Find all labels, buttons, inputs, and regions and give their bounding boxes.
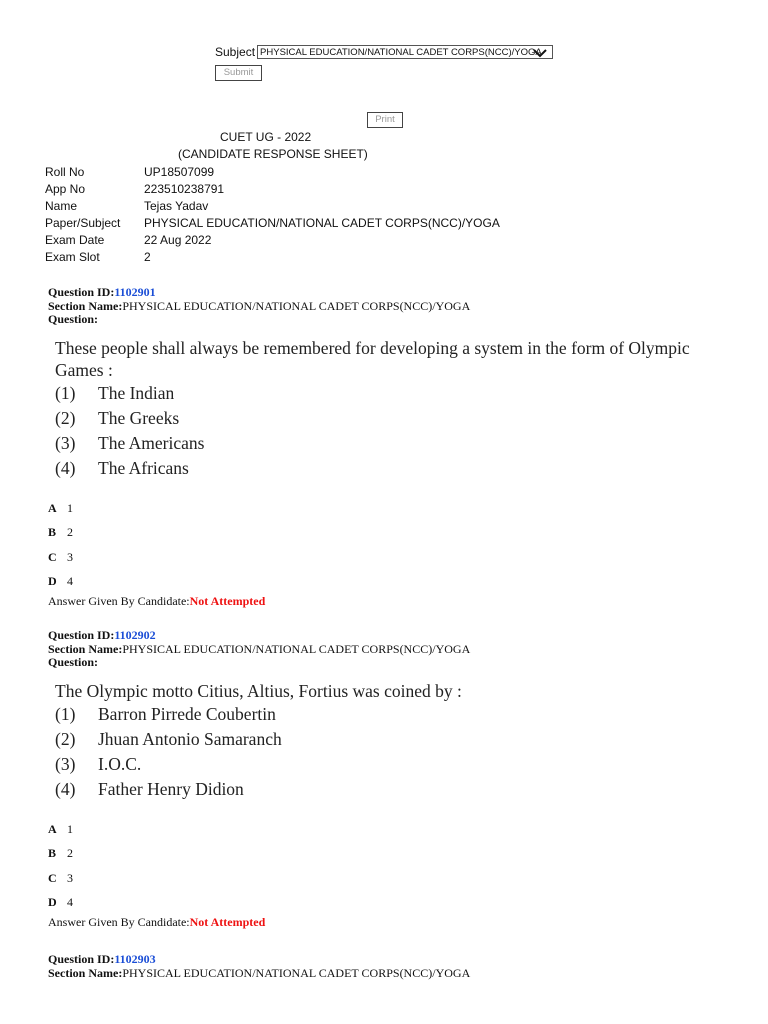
choice-value: 4: [67, 574, 73, 588]
print-button[interactable]: Print: [367, 112, 403, 128]
question-text: [55, 680, 470, 802]
question-block-1: [48, 286, 690, 609]
candidate-info-table: [45, 164, 500, 266]
answer-given: [48, 594, 690, 609]
info-key: Roll No: [45, 165, 85, 179]
info-value: Tejas Yadav: [144, 199, 209, 213]
option-number: (3): [55, 753, 76, 774]
choice-letter: B: [48, 525, 57, 539]
question-text: [55, 337, 690, 481]
page-subtitle: (CANDIDATE RESPONSE SHEET): [178, 147, 368, 161]
section-name: PHYSICAL EDUCATION/NATIONAL CADET CORPS(NCC)/YOGA: [122, 965, 471, 980]
info-key: App No: [45, 182, 86, 196]
question-option: [55, 456, 690, 481]
answer-given-label: Answer Given By Candidate:: [48, 914, 190, 929]
answer-given: [48, 915, 470, 930]
question-id-label: Question ID:: [48, 628, 115, 642]
info-row-roll-no: [45, 164, 500, 181]
info-row-exam-slot: [45, 249, 500, 266]
question-option: [55, 431, 690, 456]
section-name-label: Section Name:: [48, 965, 123, 980]
option-number: (4): [55, 457, 76, 478]
submit-button[interactable]: Submit: [215, 65, 262, 81]
question-option: [55, 777, 470, 802]
choice-item: [48, 545, 690, 570]
answer-choices: [48, 496, 690, 594]
option-text: The Americans: [98, 432, 205, 453]
choice-letter: C: [48, 549, 57, 564]
question-meta: [48, 286, 690, 327]
question-block-2: [48, 629, 470, 930]
info-row-paper-subject: [45, 215, 500, 232]
choice-item: [48, 496, 690, 521]
question-id: 1102901: [114, 285, 156, 299]
question-option: [55, 727, 470, 752]
option-text: Father Henry Didion: [98, 778, 244, 799]
choice-item: [48, 866, 470, 891]
question-block-3: [48, 953, 470, 980]
answer-status: Not Attempted: [189, 593, 266, 608]
option-text: The Indian: [98, 382, 175, 403]
choice-value: 2: [67, 846, 73, 860]
choice-letter: A: [48, 821, 57, 836]
question-meta: [48, 629, 470, 670]
section-name-label: Section Name:: [48, 298, 123, 313]
question-id-label: Question ID:: [48, 952, 115, 966]
question-id: 1102902: [114, 628, 156, 642]
question-option: [55, 406, 690, 431]
info-value: 223510238791: [144, 182, 225, 196]
question-text-line: The Olympic motto Citius, Altius, Fortius was coined by :: [55, 680, 462, 701]
info-row-app-no: [45, 181, 500, 198]
choice-letter: B: [48, 846, 57, 860]
info-value: 22 Aug 2022: [144, 233, 212, 247]
answer-given-label: Answer Given By Candidate:: [48, 593, 190, 608]
option-number: (4): [55, 778, 76, 799]
option-number: (1): [55, 703, 76, 724]
choice-item: [48, 569, 690, 594]
option-text: Jhuan Antonio Samaranch: [98, 728, 282, 749]
info-row-exam-date: [45, 232, 500, 249]
option-number: (2): [55, 728, 76, 749]
subject-select[interactable]: [257, 45, 553, 59]
info-value: 2: [144, 250, 151, 264]
info-value: UP18507099: [144, 165, 215, 179]
info-key: Exam Slot: [45, 250, 100, 264]
question-option: [55, 752, 470, 777]
info-value: PHYSICAL EDUCATION/NATIONAL CADET CORPS(NCC)/YOGA: [144, 216, 500, 230]
option-text: The Africans: [98, 457, 189, 478]
choice-item: [48, 841, 470, 866]
section-name-label: Section Name:: [48, 641, 123, 656]
choice-letter: D: [48, 574, 57, 588]
choice-value: 1: [67, 821, 73, 836]
choice-letter: C: [48, 870, 57, 885]
choice-value: 3: [67, 870, 73, 885]
option-number: (2): [55, 407, 76, 428]
question-text-line: Games :: [55, 359, 113, 380]
option-number: (3): [55, 432, 76, 453]
subject-select-value: PHYSICAL EDUCATION/NATIONAL CADET CORPS(NCC)/YOGA: [260, 47, 542, 58]
choice-item: [48, 817, 470, 842]
choice-value: 3: [67, 549, 73, 564]
choice-item: [48, 890, 470, 915]
question-label: Question:: [48, 312, 99, 326]
option-text: The Greeks: [98, 407, 180, 428]
chevron-down-icon: [532, 47, 548, 59]
answer-choices: [48, 817, 470, 915]
subject-row: [215, 45, 553, 59]
info-key: Exam Date: [45, 233, 105, 247]
info-key: Name: [45, 199, 78, 213]
question-option: [55, 702, 470, 727]
option-text: I.O.C.: [98, 753, 142, 774]
question-label: Question:: [48, 655, 99, 669]
question-meta: [48, 953, 470, 980]
section-name: PHYSICAL EDUCATION/NATIONAL CADET CORPS(NCC)/YOGA: [122, 298, 471, 313]
choice-value: 2: [67, 525, 73, 539]
option-text: Barron Pirrede Coubertin: [98, 703, 276, 724]
info-key: Paper/Subject: [45, 216, 121, 230]
option-number: (1): [55, 382, 76, 403]
choice-value: 4: [67, 895, 73, 909]
question-option: [55, 381, 690, 406]
question-id-label: Question ID:: [48, 285, 115, 299]
info-row-name: [45, 198, 500, 215]
choice-item: [48, 520, 690, 545]
answer-status: Not Attempted: [189, 914, 266, 929]
page-title: CUET UG - 2022: [220, 130, 312, 144]
question-id: 1102903: [114, 952, 156, 966]
choice-value: 1: [67, 500, 73, 515]
question-text-line: These people shall always be remembered for developing a system in the form of Olympic: [55, 337, 690, 358]
choice-letter: A: [48, 500, 57, 515]
choice-letter: D: [48, 895, 57, 909]
section-name: PHYSICAL EDUCATION/NATIONAL CADET CORPS(NCC)/YOGA: [122, 641, 471, 656]
subject-label: Subject: [215, 45, 256, 59]
